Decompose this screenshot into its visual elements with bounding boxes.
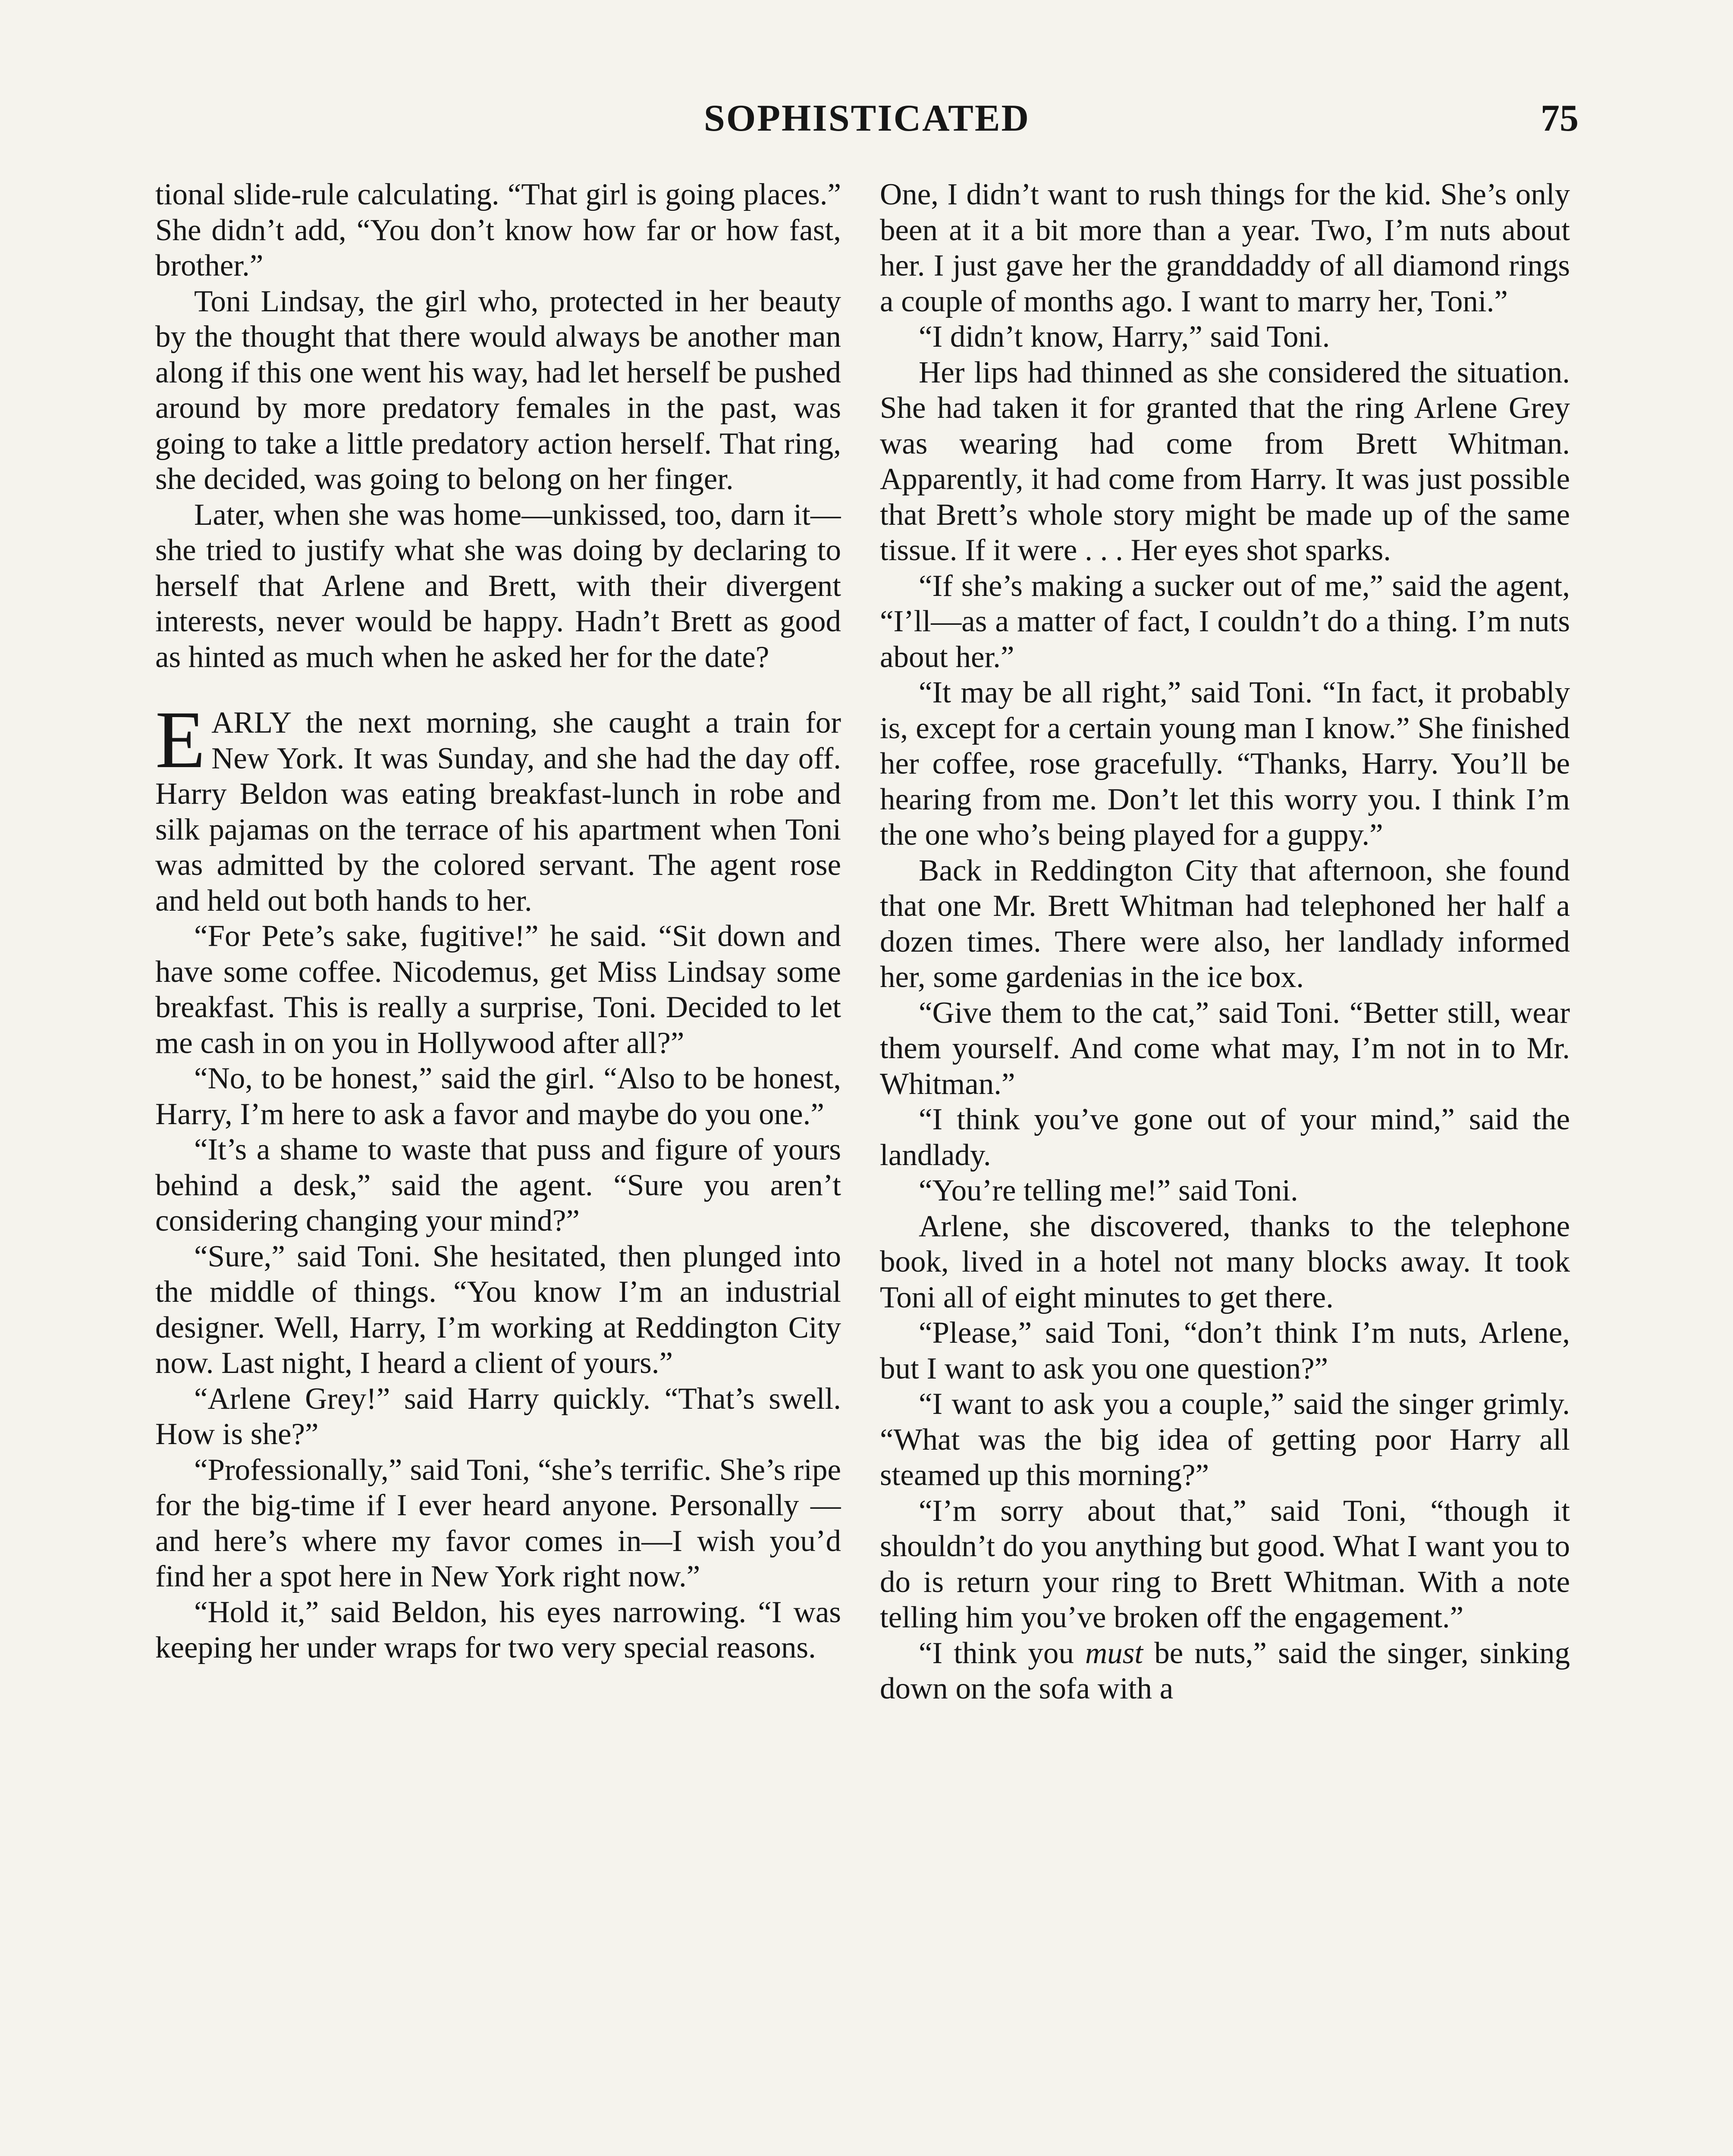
paragraph: Arlene, she discovered, thanks to the telephone book, lived in a hotel not many blocks away. It took Toni all of eight minutes to get there.: [880, 1209, 1570, 1314]
paragraph: “If she’s making a sucker out of me,” said the agent, “I’ll—as a matter of fact, I couldn’t do a thing. I’m nuts about her.”: [880, 569, 1570, 674]
paragraph: “I want to ask you a couple,” said the singer grimly. “What was the big idea of getting poor Harry all steamed up this morning?”: [880, 1387, 1570, 1492]
paragraph: “For Pete’s sake, fugitive!” he said. “Sit down and have some coffee. Nicodemus, get Miss Lindsay some breakfast. This is really a surprise, Toni. Decided to let me cash in on you in Hollywood after all?”: [155, 919, 841, 1060]
paragraph: Later, when she was home—unkissed, too, darn it—she tried to justify what she was doing by declaring to herself that Arlene and Brett, with their divergent interests, never would be happy. Hadn’t Brett as good as hinted as much when he asked her for the date?: [155, 498, 841, 674]
paragraph: “It may be all right,” said Toni. “In fact, it probably is, except for a certain young man I know.” She finished her coffee, rose gracefully. “Thanks, Harry. You’ll be hearing from me. Don’t let this worry you. I think I’m the one who’s being played for a guppy.”: [880, 676, 1570, 852]
section-break: [155, 675, 841, 679]
paragraph: “No, to be honest,” said the girl. “Also to be honest, Harry, I’m here to ask a favor and maybe do you one.”: [155, 1062, 841, 1131]
paragraph: Toni Lindsay, the girl who, protected in her beauty by the thought that there would always be another man along if this one went his way, had let herself be pushed around by more predatory females in the past, was going to take a little predatory action herself. That ring, she decided, was going to belong on her finger.: [155, 284, 841, 496]
text-run: “I think you: [919, 1636, 1085, 1670]
emphasis-text: must: [1085, 1636, 1143, 1670]
drop-cap-letter: E: [155, 695, 206, 785]
paragraph: “You’re telling me!” said Toni.: [919, 1174, 1298, 1207]
paragraph: Her lips had thinned as she considered the situation. She had taken it for granted that the ring Arlene Grey was wearing had come from Brett Whitman. Apparently, it had come from Harry. It was just possible that Brett’s whole story might be made up of the same tissue. If it were . . . Her eyes shot sparks.: [880, 355, 1570, 567]
left-column: [155, 177, 841, 2156]
paragraph: “Professionally,” said Toni, “she’s terrific. She’s ripe for the big-time if I ever heard anyone. Personally — and here’s where my favor comes in—I wish you’d find her a spot here in New York right now.”: [155, 1453, 841, 1593]
paragraph: “I’m sorry about that,” said Toni, “though it shouldn’t do you anything but good. What I want you to do is return your ring to Brett Whitman. With a note telling him you’ve broken off the engagement.”: [880, 1494, 1570, 1634]
paragraph: Back in Reddington City that afternoon, she found that one Mr. Brett Whitman had telephoned her half a dozen times. There were also, her landlady informed her, some gardenias in the ice box.: [880, 853, 1570, 994]
paragraph: “I didn’t know, Harry,” said Toni.: [919, 320, 1330, 354]
paragraph: tional slide-rule calculating. “That girl is going places.” She didn’t add, “You don’t know how far or how fast, brother.”: [155, 178, 841, 282]
paragraph: One, I didn’t want to rush things for the kid. She’s only been at it a bit more than a year. Two, I’m nuts about her. I just gave her the granddaddy of all diamond rings a couple of months ago. I want to marry her, Toni.”: [880, 178, 1570, 318]
paragraph: “Please,” said Toni, “don’t think I’m nuts, Arlene, but I want to ask you one question?”: [880, 1316, 1570, 1385]
paragraph: “It’s a shame to waste that puss and figure of yours behind a desk,” said the agent. “Sure you aren’t considering changing your mind?”: [155, 1133, 841, 1238]
dropcap-paragraph-text: ARLY the next morning, she caught a train for New York. It was Sunday, and she had the day off. Harry Beldon was eating breakfast-lunch in robe and silk pajamas on the terrace of his apartment when Toni was admitted by the colored servant. The agent rose and held out both hands to her.: [155, 706, 841, 918]
running-head-title: SOPHISTICATED: [703, 97, 1030, 139]
page-header: [155, 95, 1579, 151]
right-column: [880, 177, 1570, 2156]
paragraph-last: [880, 1636, 1570, 1707]
paragraph: “Sure,” said Toni. She hesitated, then plunged into the middle of things. “You know I’m an industrial designer. Well, Harry, I’m working at Reddington City now. Last night, I heard a client of yours.”: [155, 1239, 841, 1380]
dropcap-paragraph: [155, 695, 841, 918]
paragraph: “Arlene Grey!” said Harry quickly. “That’s swell. How is she?”: [155, 1382, 841, 1451]
page-number: 75: [1541, 97, 1579, 139]
paragraph: “Give them to the cat,” said Toni. “Better still, wear them yourself. And come what may, I’m not in to Mr. Whitman.”: [880, 996, 1570, 1101]
paragraph: “I think you’ve gone out of your mind,” said the landlady.: [880, 1103, 1570, 1172]
paragraph: “Hold it,” said Beldon, his eyes narrowing. “I was keeping her under wraps for two very special reasons.: [155, 1595, 841, 1664]
text-run: be nuts,” said the singer, sinking down on the sofa with a: [880, 1636, 1570, 1705]
